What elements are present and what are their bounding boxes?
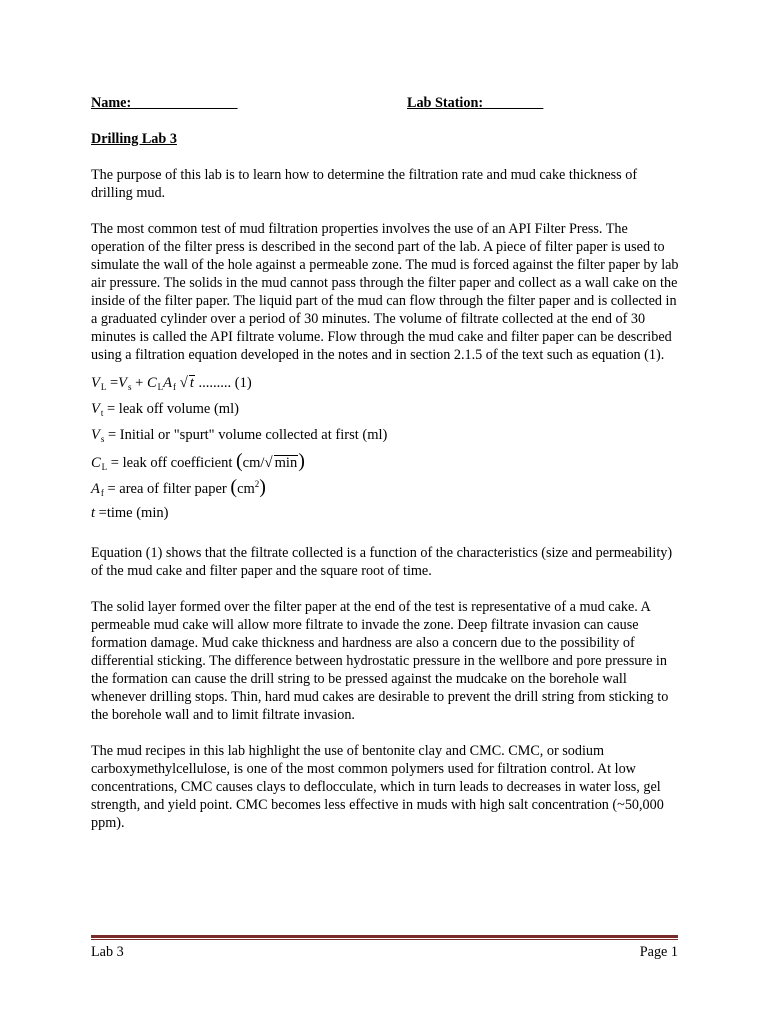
vt-definition: = leak off volume (ml) [107, 401, 239, 417]
document-page [91, 94, 681, 832]
cl-definition: = leak off coefficient [110, 455, 233, 471]
cl-unit-cm: cm/ [242, 455, 265, 471]
header-fields [91, 94, 681, 112]
af-unit: cm [237, 481, 255, 497]
equation-vt: $V_t$ = leak off volume (ml) [91, 401, 239, 418]
equation-af: $A_f$ = area of filter paper $(cm^2)$ [91, 476, 266, 498]
af-definition: = area of filter paper [107, 481, 227, 497]
vs-definition: = Initial or "spurt" volume collected at first (ml) [108, 427, 388, 443]
footer-rule-thin [91, 939, 678, 940]
equation-explanation-paragraph: Equation (1) shows that the filtrate collected is a function of the characteristics (size and permeability) of the mud cake and filter paper and the square root of time. [91, 545, 673, 579]
equation-t: t =time (min) [91, 505, 169, 521]
filtration-equation [91, 370, 681, 526]
filtration-paragraph: The most common test of mud filtration properties involves the use of an API Filter Press. The operation of the filter press is described in the second part of the lab. A piece of filter paper is used to simulate the wall of the hole against a permeable zone. The mud is forced against the filter paper by lab air pressure. The solids in the mud cannot pass through the filter paper and collect as a wall cake on the inside of the filter paper. The liquid part of the mud can flow through the filter paper and is collected in a graduated cylinder over a period of 30 minutes. The volume of filtrate collected at the end of 30 minutes is called the API filtrate volume. Flow through the mud cake and filter paper can be described using a filtration equation developed in the notes and in section 2.1.5 of the text such as equation (1). [91, 221, 679, 363]
t-definition: =time (min) [98, 505, 169, 521]
equation-vs: $V_s$ = Initial or "spurt" volume collected at first (ml) [91, 427, 388, 444]
equation-main: $V_L =V_s + C_LA_f$ √ t ......... (1) [91, 375, 252, 392]
name-field-label: Name: [91, 95, 238, 111]
mud-cake-paragraph: The solid layer formed over the filter paper at the end of the test is representative of a mud cake. A permeable mud cake will allow more filtrate to invade the zone. Deep filtrate invasion can cause formation damage. Mud cake thickness and hardness are also a concern due to the possibility of differential sticking. The difference between hydrostatic pressure in the wellbore and pore pressure in the formation can cause the drill string to be pressed against the mudcake on the borehole wall whenever drilling stops. Thin, hard mud cakes are desirable to prevent the drill string from sticking to the borehole wall and to limit filtrate invasion. [91, 599, 669, 723]
footer-page-number: Page 1 [639, 944, 678, 960]
af-unit-exponent: 2 [254, 479, 260, 489]
purpose-paragraph: The purpose of this lab is to learn how to determine the filtration rate and mud cake thickness of drilling mud. [91, 167, 638, 201]
footer-rule [91, 935, 678, 938]
footer-lab-label: Lab 3 [91, 944, 124, 960]
equation-number: ......... (1) [198, 375, 252, 391]
mud-recipes-paragraph: The mud recipes in this lab highlight the use of bentonite clay and CMC. CMC, or sodium carboxymethylcellulose, is one of the most common polymers used for filtration control. At low concentrations, CMC causes clays to deflocculate, which in turn leads to decreases in water loss, gel strength, and yield point. CMC becomes less effective in muds with high salt concentration (~50,000 ppm). [91, 743, 664, 831]
lab-title: Drilling Lab 3 [91, 131, 177, 147]
equation-cl: $C_L$ = leak off coefficient (cm/√ min) [91, 450, 305, 472]
lab-station-field-label: Lab Station: [407, 95, 544, 111]
cl-unit-min: min [274, 455, 298, 471]
